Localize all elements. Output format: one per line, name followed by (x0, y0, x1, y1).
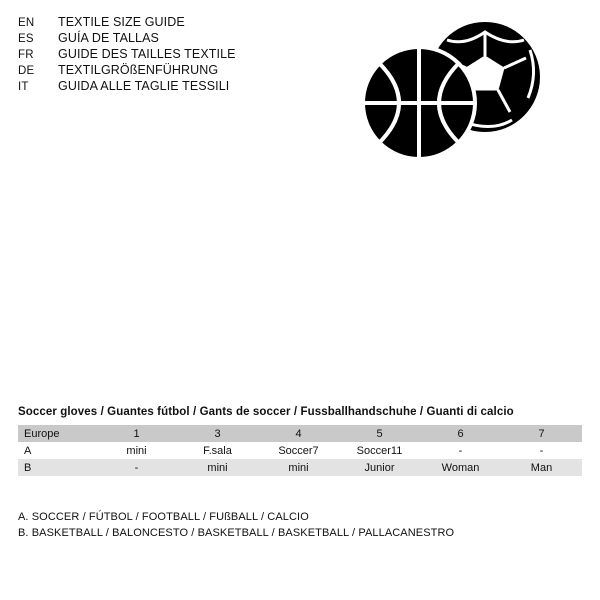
table-header-cell: 4 (258, 425, 339, 442)
table-header-cell: 7 (501, 425, 582, 442)
table-header-row (18, 425, 582, 442)
table-cell: Woman (420, 459, 501, 476)
language-title: TEXTILE SIZE GUIDE (58, 15, 185, 29)
language-code: IT (18, 81, 29, 93)
basketball-icon (363, 47, 475, 159)
language-code: ES (18, 33, 34, 45)
table-header-cell: 5 (339, 425, 420, 442)
table-cell: Man (501, 459, 582, 476)
language-title: TEXTILGRÖßENFÜHRUNG (58, 63, 219, 77)
table-cell: F.sala (177, 442, 258, 459)
legend-line-a: A. SOCCER / FÚTBOL / FOOTBALL / FUßBALL / CALCIO (18, 511, 309, 523)
table-cell: - (96, 459, 177, 476)
table-row (18, 442, 582, 459)
size-table-title: Soccer gloves / Guantes fútbol / Gants de soccer / Fussballhandschuhe / Guanti di calcio (18, 406, 514, 418)
language-code: FR (18, 49, 34, 61)
table-header-cell: Europe (18, 425, 96, 442)
basketball-and-soccer-ball-illustration (352, 20, 552, 170)
table-cell: Soccer7 (258, 442, 339, 459)
language-row (18, 64, 348, 78)
table-header-cell: 1 (96, 425, 177, 442)
language-code: DE (18, 65, 35, 77)
table-cell: Soccer11 (339, 442, 420, 459)
table-header-cell: 3 (177, 425, 258, 442)
language-row (18, 48, 348, 62)
table-cell: mini (177, 459, 258, 476)
language-title: GUÍA DE TALLAS (58, 31, 159, 45)
size-table-section (18, 406, 582, 476)
language-title: GUIDE DES TAILLES TEXTILE (58, 47, 236, 61)
table-cell: mini (96, 442, 177, 459)
language-code: EN (18, 17, 35, 29)
size-table (18, 425, 582, 476)
legend-line-b: B. BASKETBALL / BALONCESTO / BASKETBALL / BASKETBALL / PALLACANESTRO (18, 526, 455, 539)
table-cell: - (420, 442, 501, 459)
language-list (18, 16, 348, 96)
table-row (18, 459, 582, 476)
table-cell: Junior (339, 459, 420, 476)
table-header-cell: 6 (420, 425, 501, 442)
table-cell: mini (258, 459, 339, 476)
language-row (18, 32, 348, 46)
language-title: GUIDA ALLE TAGLIE TESSILI (58, 79, 230, 93)
table-cell: - (501, 442, 582, 459)
table-row-label: B (18, 459, 96, 476)
table-row-label: A (18, 442, 96, 459)
legend (18, 510, 582, 542)
language-row (18, 80, 348, 94)
language-row (18, 16, 348, 30)
